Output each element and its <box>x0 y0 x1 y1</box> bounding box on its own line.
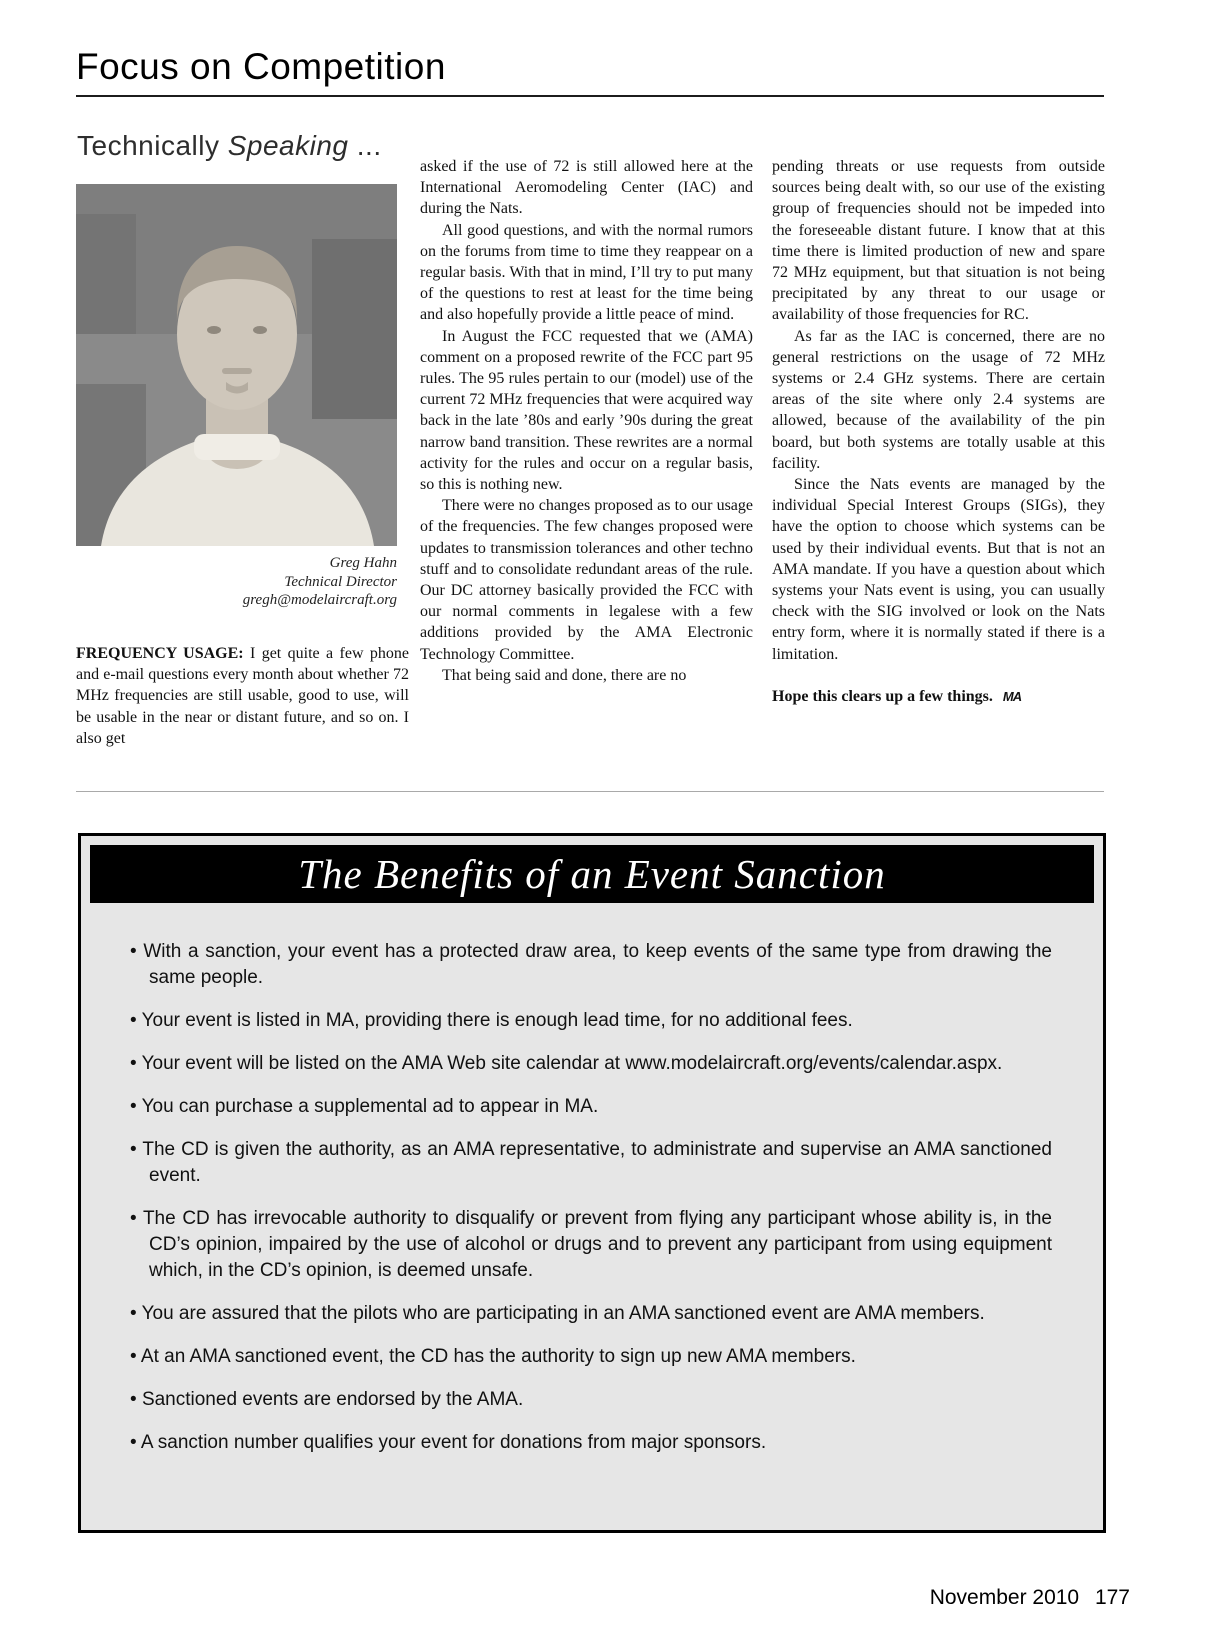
article-closing <box>772 686 1105 707</box>
article-paragraph <box>76 643 409 749</box>
event-sanction-box <box>78 833 1106 1533</box>
list-item: • With a sanction, your event has a protected draw area, to keep events of the same type from drawing the same people. <box>130 939 1052 991</box>
person-icon <box>76 184 397 546</box>
article-paragraph: pending threats or use requests from outside sources being dealt with, so our use of the existing group of frequencies should not be impeded into the foreseeable distant future. I know that at this time there is limited production of new and spare 72 MHz equipment, but that situation is not being precipitated by any threat to our usage or availability of those frequencies for RC. <box>772 158 1105 324</box>
column-heading <box>77 130 382 162</box>
list-item: • Sanctioned events are endorsed by the AMA. <box>130 1387 1052 1413</box>
article-paragraph: All good questions, and with the normal rumors on the forums from time to time they reappear on a regular basis. With that in mind, I’ll try to put many of the questions to rest at least for the time being and also hopefully provide a little peace of mind. <box>420 221 753 324</box>
list-item: • Your event is listed in MA, providing there is enough lead time, for no additional fees. <box>130 1008 1052 1034</box>
list-item: • At an AMA sanctioned event, the CD has the authority to sign up new AMA members. <box>130 1344 1052 1370</box>
author-name: Greg Hahn <box>329 555 397 571</box>
page-footer <box>930 1586 1130 1610</box>
article-paragraph: In August the FCC requested that we (AMA) comment on a proposed rewrite of the FCC part 95 rules. The 95 rules pertain to our (model) use of the current 72 MHz frequencies that were acquired way back in the late ’80s and early ’90s during the great narrow band transition. These rewrites are a normal activity for the rules and occur on a regular basis, so this is nothing new. <box>420 327 753 494</box>
paragraph-text: I get quite a few phone and e-mail questions every month about whether 72 MHz frequencies are still usable, good to use, will be usable in the near or distant future, and so on. I also get <box>76 645 409 747</box>
author-photo <box>76 184 397 546</box>
list-item: • You can purchase a supplemental ad to appear in MA. <box>130 1094 1052 1120</box>
author-title: Technical Director <box>284 573 397 590</box>
article-column-left <box>76 643 409 749</box>
title-rule-divider <box>76 95 1104 97</box>
column-heading-italic: Speaking <box>227 130 349 161</box>
list-item: • You are assured that the pilots who are participating in an AMA sanctioned event are AMA members. <box>130 1301 1052 1327</box>
column-heading-regular: Technically <box>77 130 220 161</box>
list-item: • The CD has irrevocable authority to disqualify or prevent from flying any participant whose ability is, in the CD’s opinion, impaired by the use of alcohol or drugs and to prevent any participant from using equipment which, in the CD’s opinion, is deemed unsafe. <box>130 1206 1052 1284</box>
list-item: • A sanction number qualifies your event for donations from major sponsors. <box>130 1430 1052 1456</box>
footer-issue: November 2010 <box>929 1586 1080 1609</box>
ma-magazine-logo: MA <box>1002 688 1022 704</box>
article-paragraph: There were no changes proposed as to our usage of the frequencies. The few changes proposed were updates to transmission tolerances and other techno stuff and to consolidate redundant areas of the rule. Our DC attorney basically provided the FCC with our normal comments in legalese with a few additions provided by the AMA Electronic Technology Committee. <box>420 497 753 663</box>
sanction-box-header <box>90 845 1094 903</box>
article-column-right <box>772 156 1105 707</box>
page-title: Focus on Competition <box>76 46 446 87</box>
footer-page-number: 177 <box>1094 1586 1130 1609</box>
column-heading-suffix: ... <box>356 130 382 161</box>
article-paragraph: Since the Nats events are managed by the individual Special Interest Groups (SIGs), they have the option to choose which systems can be used by their individual events. But that is not an AMA mandate. If you have a question about which systems your Nats event is using, you can usually check with the SIG involved or look on the Nats entry form, where it is normally stated if there is a limitation. <box>772 476 1105 663</box>
sanction-box-title: The Benefits of an Event Sanction <box>298 851 886 897</box>
sanction-benefits-list <box>90 903 1094 1456</box>
paragraph-lead-in: FREQUENCY USAGE: <box>76 645 244 662</box>
section-divider <box>76 791 1104 792</box>
author-email: gregh@modelaircraft.org <box>242 592 397 608</box>
photo-caption <box>76 554 397 610</box>
article-paragraph: As far as the IAC is concerned, there are no general restrictions on the usage of 72 MHz systems or 2.4 GHz systems. There are certain areas of the site where only 2.4 systems are allowed, because of the availability of the pin board, but both systems are totally usable at this facility. <box>772 327 1105 472</box>
article-column-middle <box>420 156 753 686</box>
list-item: • Your event will be listed on the AMA Web site calendar at www.modelaircraft.org/events/calendar.aspx. <box>130 1051 1052 1077</box>
closing-text: Hope this clears up a few things. <box>772 687 993 705</box>
article-paragraph: asked if the use of 72 is still allowed here at the International Aeromodeling Center (IAC) and during the Nats. <box>420 158 753 218</box>
list-item: • The CD is given the authority, as an AMA representative, to administrate and supervise an AMA sanctioned event. <box>130 1137 1052 1189</box>
article-paragraph: That being said and done, there are no <box>442 666 687 684</box>
